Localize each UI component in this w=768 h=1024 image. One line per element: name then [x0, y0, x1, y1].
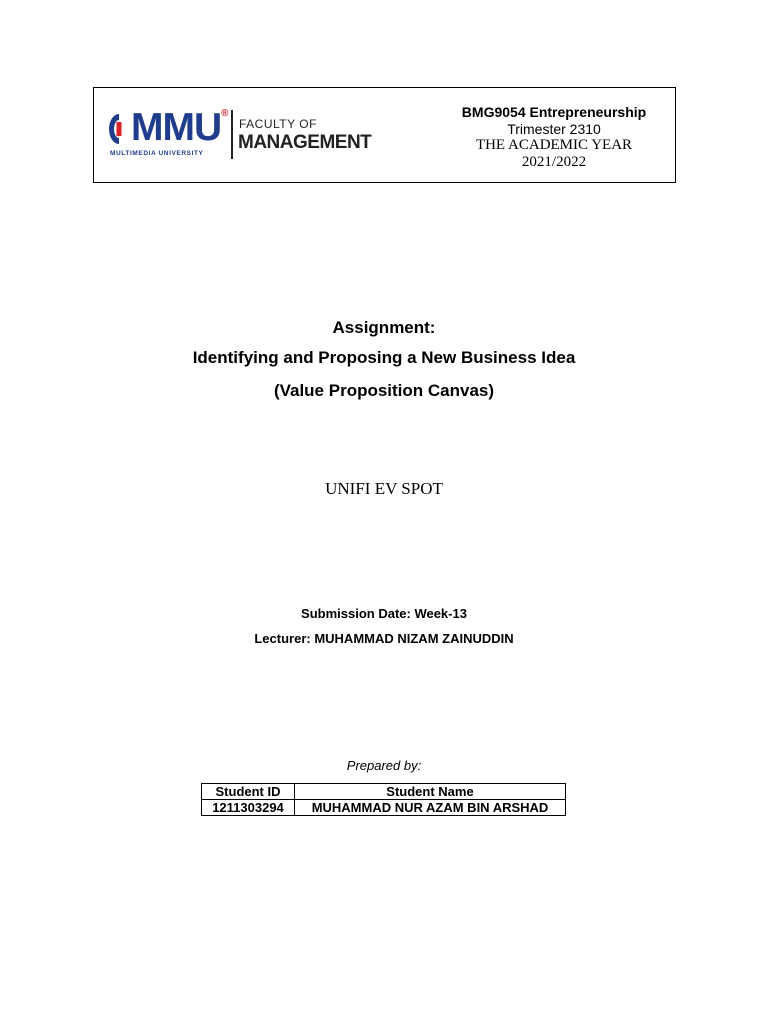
course-info: [434, 104, 674, 171]
assignment-label: Assignment:: [332, 318, 436, 337]
mmu-logo-emblem-icon: [108, 112, 130, 146]
column-header-student-id: Student ID: [202, 784, 295, 800]
student-name-cell: MUHAMMAD NUR AZAM BIN ARSHAD: [295, 800, 566, 816]
assignment-subtitle: (Value Proposition Canvas): [273, 381, 495, 400]
header-box: [93, 87, 676, 183]
faculty-name: MANAGEMENT: [238, 132, 372, 153]
faculty-label: FACULTY OF: [239, 117, 317, 131]
mmu-logo-text: MMU: [131, 106, 222, 149]
registered-mark: ®: [221, 108, 228, 119]
students-table: [201, 783, 566, 816]
academic-year-label: THE ACADEMIC YEAR: [475, 137, 633, 153]
student-id-cell: 1211303294: [202, 800, 295, 816]
column-header-student-name: Student Name: [295, 784, 566, 800]
assignment-title: Identifying and Proposing a New Business Idea: [192, 348, 576, 367]
university-name: MULTIMEDIA UNIVERSITY: [110, 150, 204, 157]
logo-divider: [231, 110, 233, 159]
submission-date: Submission Date: Week-13: [301, 606, 467, 621]
academic-year: 2021/2022: [521, 154, 587, 170]
lecturer: Lecturer: MUHAMMAD NIZAM ZAINUDDIN: [254, 631, 514, 646]
mmu-logo: [108, 106, 372, 163]
business-name: UNIFI EV SPOT: [325, 479, 443, 498]
table-header-row: [202, 784, 566, 800]
prepared-by-label: Prepared by:: [346, 758, 422, 773]
table-row: [202, 800, 566, 816]
mmu-logo-mark: [108, 108, 228, 148]
trimester: Trimester 2310: [507, 121, 601, 137]
course-code: BMG9054 Entrepreneurship: [461, 104, 647, 120]
